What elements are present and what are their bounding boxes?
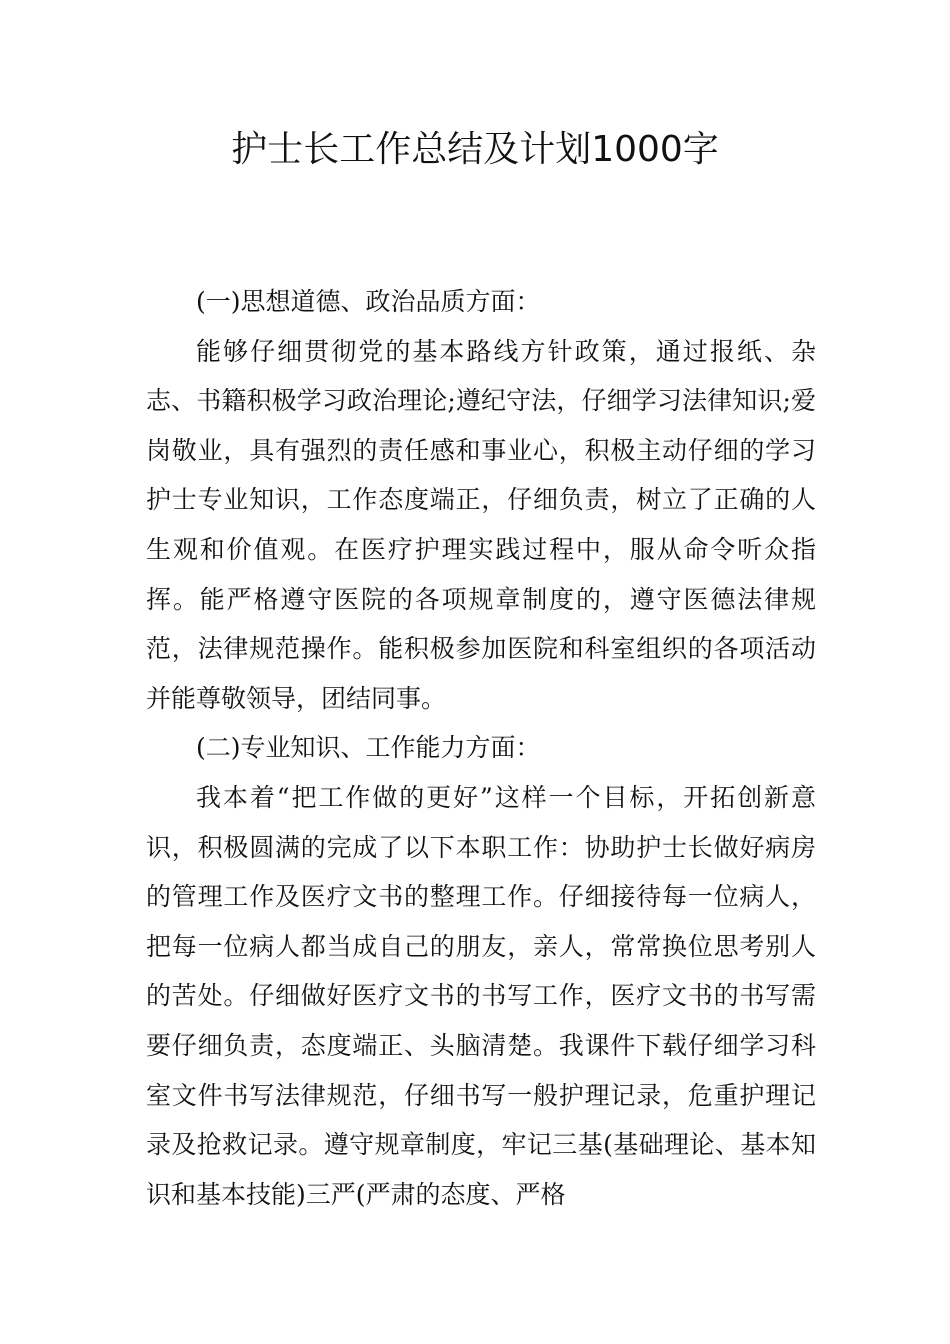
body-paragraph-professional: 我本着“把工作做的更好”这样一个目标，开拓创新意识，积极圆满的完成了以下本职工作：协助护士长做好病房的管理工作及医疗文书的整理工作。仔细接待每一位病人，把每一位病人都当成自己的朋友，亲人，常常换位思考别人的苦处。仔细做好医疗文书的书写工作，医疗文书的书写需要仔细负责，态度端正、头脑清楚。我课件下载仔细学习科室文件书写法律规范，仔细书写一般护理记录，危重护理记录及抢救记录。遵守规章制度，牢记三基(基础理论、基本知识和基本技能)三严(严肃的态度、严格	[146, 782, 816, 1209]
section-heading-ideology: (一)思想道德、政治品质方面：	[196, 287, 541, 316]
section-heading-professional: (二)专业知识、工作能力方面：	[196, 733, 541, 763]
body-paragraph-ideology: 能够仔细贯彻党的基本路线方针政策，通过报纸、杂志、书籍积极学习政治理论;遵纪守法，仔细学习法律知识;爱岗敬业，具有强烈的责任感和事业心，积极主动仔细的学习护士专业知识，工作态度端正，仔细负责，树立了正确的人生观和价值观。在医疗护理实践过程中，服从命令听众指挥。能严格遵守医院的各项规章制度的，遵守医德法律规范，法律规范操作。能积极参加医院和科室组织的各项活动并能尊敬领导，团结同事。	[146, 336, 816, 713]
document-title: 护士长工作总结及计划1000字	[231, 129, 719, 170]
document-body	[146, 277, 816, 1219]
